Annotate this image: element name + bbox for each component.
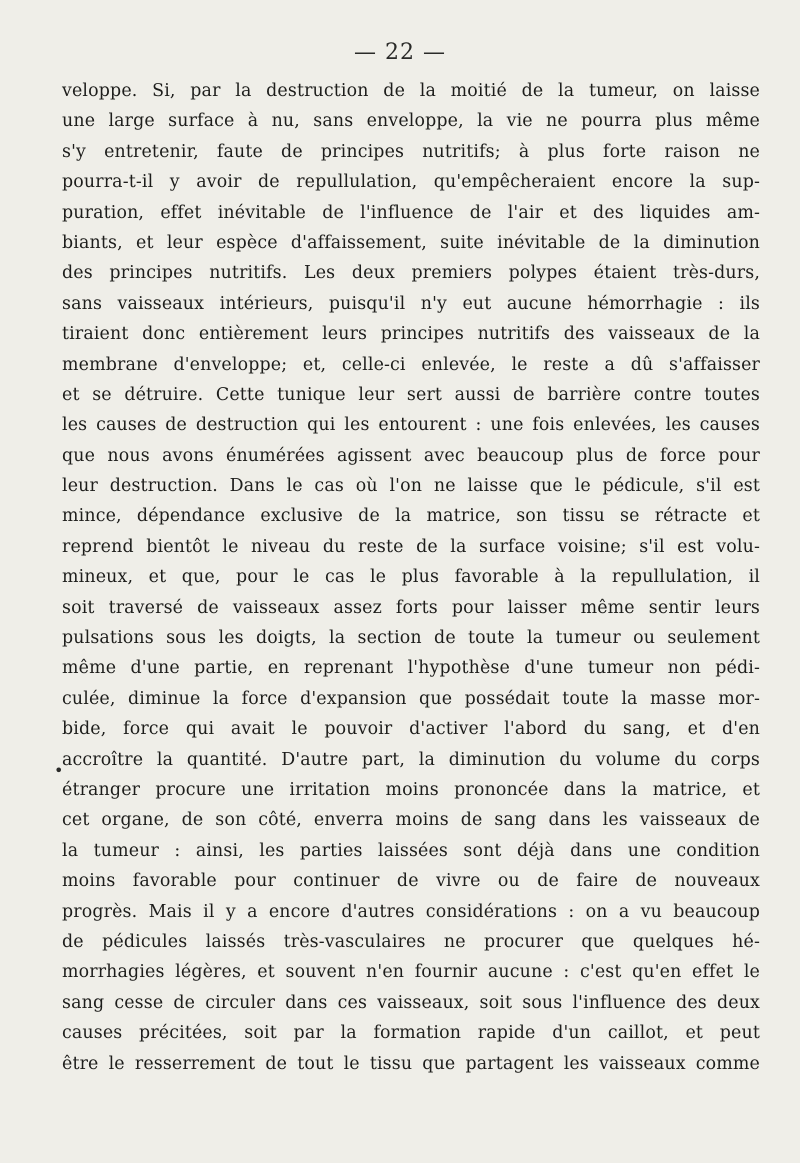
margin-mark: • [54,761,64,780]
text-line: s'y entretenir, faute de principes nutritifs; à plus forte raison ne [62,141,760,162]
page-number: — 22 — [354,40,446,65]
text-line: membrane d'enveloppe; et, celle-ci enlevée, le reste a dû s'affaisser [62,354,760,375]
text-line: pourra-t-il y avoir de repullulation, qu'empêcheraient encore la sup- [62,172,760,193]
text-line: sans vaisseaux intérieurs, puisqu'il n'y eut aucune hémorrhagie : ils [62,293,760,314]
text-line: des principes nutritifs. Les deux premiers polypes étaient très-durs, [62,263,760,284]
text-line: progrès. Mais il y a encore d'autres considérations : on a vu beaucoup [62,901,760,922]
text-line: les causes de destruction qui les entourent : une fois enlevées, les causes [62,415,760,436]
text-line: accroître la quantité. D'autre part, la diminution du volume du corps [62,749,760,770]
text-line: culée, diminue la force d'expansion que possédait toute la masse mor- [62,688,760,709]
text-line: et se détruire. Cette tunique leur sert aussi de barrière contre toutes [62,384,760,405]
text-line: morrhagies légères, et souvent n'en fournir aucune : c'est qu'en effet le [62,962,760,983]
text-line: moins favorable pour continuer de vivre ou de faire de nouveaux [62,871,760,892]
text-line: reprend bientôt le niveau du reste de la surface voisine; s'il est volu- [62,536,760,557]
text-line: étranger procure une irritation moins prononcée dans la matrice, et [62,779,760,800]
text-line: cet organe, de son côté, enverra moins de sang dans les vaisseaux de [62,810,760,831]
text-line: que nous avons énumérées agissent avec beaucoup plus de force pour [62,445,760,466]
text-line: pulsations sous les doigts, la section de toute la tumeur ou seulement [62,628,760,649]
text-line: biants, et leur espèce d'affaissement, suite inévitable de la diminution [62,232,760,253]
text-line: de pédicules laissés très-vasculaires ne procurer que quelques hé- [62,931,760,952]
text-line: une large surface à nu, sans enveloppe, la vie ne pourra plus même [62,111,760,132]
text-line: mineux, et que, pour le cas le plus favorable à la repullulation, il [62,567,760,588]
text-line: la tumeur : ainsi, les parties laissées sont déjà dans une condition [62,840,760,861]
text-line: sang cesse de circuler dans ces vaisseaux, soit sous l'influence des deux [62,992,760,1013]
text-line: bide, force qui avait le pouvoir d'activer l'abord du sang, et d'en [62,719,760,740]
text-line: leur destruction. Dans le cas où l'on ne laisse que le pédicule, s'il est [62,476,760,497]
text-line: être le resserrement de tout le tissu que partagent les vaisseaux comme [62,1053,760,1074]
text-line: puration, effet inévitable de l'influence de l'air et des liquides am- [62,202,760,223]
text-line: causes précitées, soit par la formation rapide d'un caillot, et peut [62,1023,760,1044]
text-line: tiraient donc entièrement leurs principes nutritifs des vaisseaux de la [62,324,760,345]
text-line: veloppe. Si, par la destruction de la moitié de la tumeur, on laisse [62,81,760,101]
text-line: mince, dépendance exclusive de la matrice, son tissu se rétracte et [62,506,760,527]
text-line: même d'une partie, en reprenant l'hypothèse d'une tumeur non pédi- [62,658,760,679]
text-line: soit traversé de vaisseaux assez forts pour laisser même sentir leurs [62,597,760,618]
body-text [62,76,760,1079]
